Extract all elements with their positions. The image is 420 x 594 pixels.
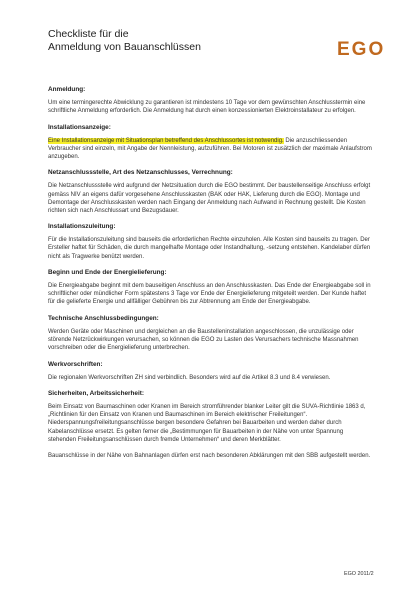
section-energielieferung bbox=[48, 269, 372, 306]
heading-sicherheit: Sicherheiten, Arbeitssicherheit: bbox=[48, 390, 145, 398]
logo-text: EGO bbox=[337, 39, 386, 60]
section-installationszuleitung bbox=[48, 223, 372, 260]
ego-logo bbox=[337, 38, 386, 60]
heading-installationszuleitung: Installationszuleitung: bbox=[48, 223, 116, 231]
heading-netzanschluss: Netzanschlussstelle, Art des Netzanschlusses, Verrechnung: bbox=[48, 169, 233, 177]
section-netzanschluss bbox=[48, 169, 372, 214]
heading-installationsanzeige: Installationsanzeige: bbox=[48, 123, 111, 131]
section-anmeldung bbox=[48, 86, 372, 115]
text-installationsanzeige-rest: Die anzuschliessenden Verbraucher sind einzeln, mit Angabe der Nennleistung, aufzuführen. Bei Motoren ist zusätzlich der maximale Anlaufstrom anzugeben. bbox=[48, 137, 372, 160]
text-werkvorschriften: Die regionalen Werkvorschriften ZH sind verbindlich. Besonders wird auf die Artikel 8.3 und 8.4 verwiesen. bbox=[48, 374, 331, 381]
text-installationsanzeige bbox=[48, 137, 372, 161]
section-technische bbox=[48, 315, 372, 352]
title-line-1: Checkliste für die bbox=[48, 28, 129, 40]
heading-technische: Technische Anschlussbedingungen: bbox=[48, 314, 159, 322]
title-line-2: Anmeldung von Bauanschlüssen bbox=[48, 41, 201, 53]
highlighted-requirement: Eine Installationsanzeige mit Situationsplan betreffend des Anschlussortes ist notwendig. bbox=[48, 137, 284, 144]
text-installationszuleitung: Für die Installationszuleitung sind bauseits die erforderlichen Rechte einzuholen. Alle Kosten sind bauseits zu tragen. Der Ersteller haftet für Schäden, die durch mangelhafte Montage oder Instandhaltung, -setzung entstehen. Kandelaber dürfen nicht als Tragwerke benützt werden. bbox=[48, 237, 371, 260]
section-installationsanzeige bbox=[48, 124, 372, 161]
heading-werkvorschriften: Werkvorschriften: bbox=[48, 360, 103, 368]
section-werkvorschriften bbox=[48, 361, 372, 382]
text-energielieferung: Die Energieabgabe beginnt mit dem bauseitigen Anschluss an den Anschlusskasten. Das Ende der Energieabgabe soll in schriftlicher oder mündlicher Form spätestens 3 Tage vor Ende der Energielieferung mitgeteilt werden. Der Kunde haftet für die gelieferte Energie und allfälliger Gebühren bis zur Abtrennung am Ende der Energieabgabe. bbox=[48, 283, 371, 306]
heading-anmeldung: Anmeldung: bbox=[48, 86, 86, 93]
footer-version: EGO 2011/2 bbox=[344, 571, 374, 577]
document-title bbox=[48, 28, 201, 54]
text-netzanschluss: Die Netzanschlussstelle wird aufgrund der Netzsituation durch die EGO bestimmt. Der baustellenseitige Anschluss erfolgt gemäss NIV an eigens dafür vorgesehene Anschlusskasten (BAK oder HAK, Lieferung durch die EGO). Montage und Demontage der Anschlusskasten werden nach Eingang der Anmeldung nach Aufwand in Rechnung gestellt. Die Kosten richten sich nach Anschlussart und Bezugsdauer. bbox=[48, 183, 371, 214]
text-sicherheit: Beim Einsatz von Baumaschinen oder Kranen im Bereich stromführender blanker Leiter gilt die SUVA-Richtlinie 1863 d, „Richtlinien für den Einsatz von Kranen und Baumaschinen im Bereich elektrischer Freileitungen“. Niederspannungsfreileitungsanschlüsse bergen besondere Gefahren bei Bauarbeiten und werden daher durch Kabelanschlüsse ersetzt. Es gelten ferner die „Bestimmungen für Bauarbeiten in der Nähe von unter Spannung stehenden Freileitungsanschlüssen durch fremde Unternehmen“ und deren Merkblätter. bbox=[48, 404, 366, 443]
document-body bbox=[48, 86, 372, 469]
text-anmeldung: Um eine termingerechte Abwicklung zu garantieren ist mindestens 10 Tage vor dem gewünschten Anschlusstermin eine schriftliche Anmeldung erforderlich. Die Anmeldung hat durch einen konzessionierten Elektroinstallateur zu erfolgen. bbox=[48, 100, 366, 115]
section-sicherheit bbox=[48, 390, 372, 460]
heading-energielieferung: Beginn und Ende der Energielieferung: bbox=[48, 269, 167, 277]
text-sicherheit-bahn: Bauanschlüsse in der Nähe von Bahnanlagen dürfen erst nach besonderen Abklärungen mit den SBB aufgestellt werden. bbox=[48, 453, 371, 460]
text-technische: Werden Geräte oder Maschinen und dergleichen an die Baustelleninstallation angeschlossen, die unzulässige oder störende Netzrückwirkungen verursachen, so können die EGO zu Lasten des Verursachers technische Massnahmen vorschreiben oder die Energielieferung unterbrechen. bbox=[48, 328, 359, 352]
